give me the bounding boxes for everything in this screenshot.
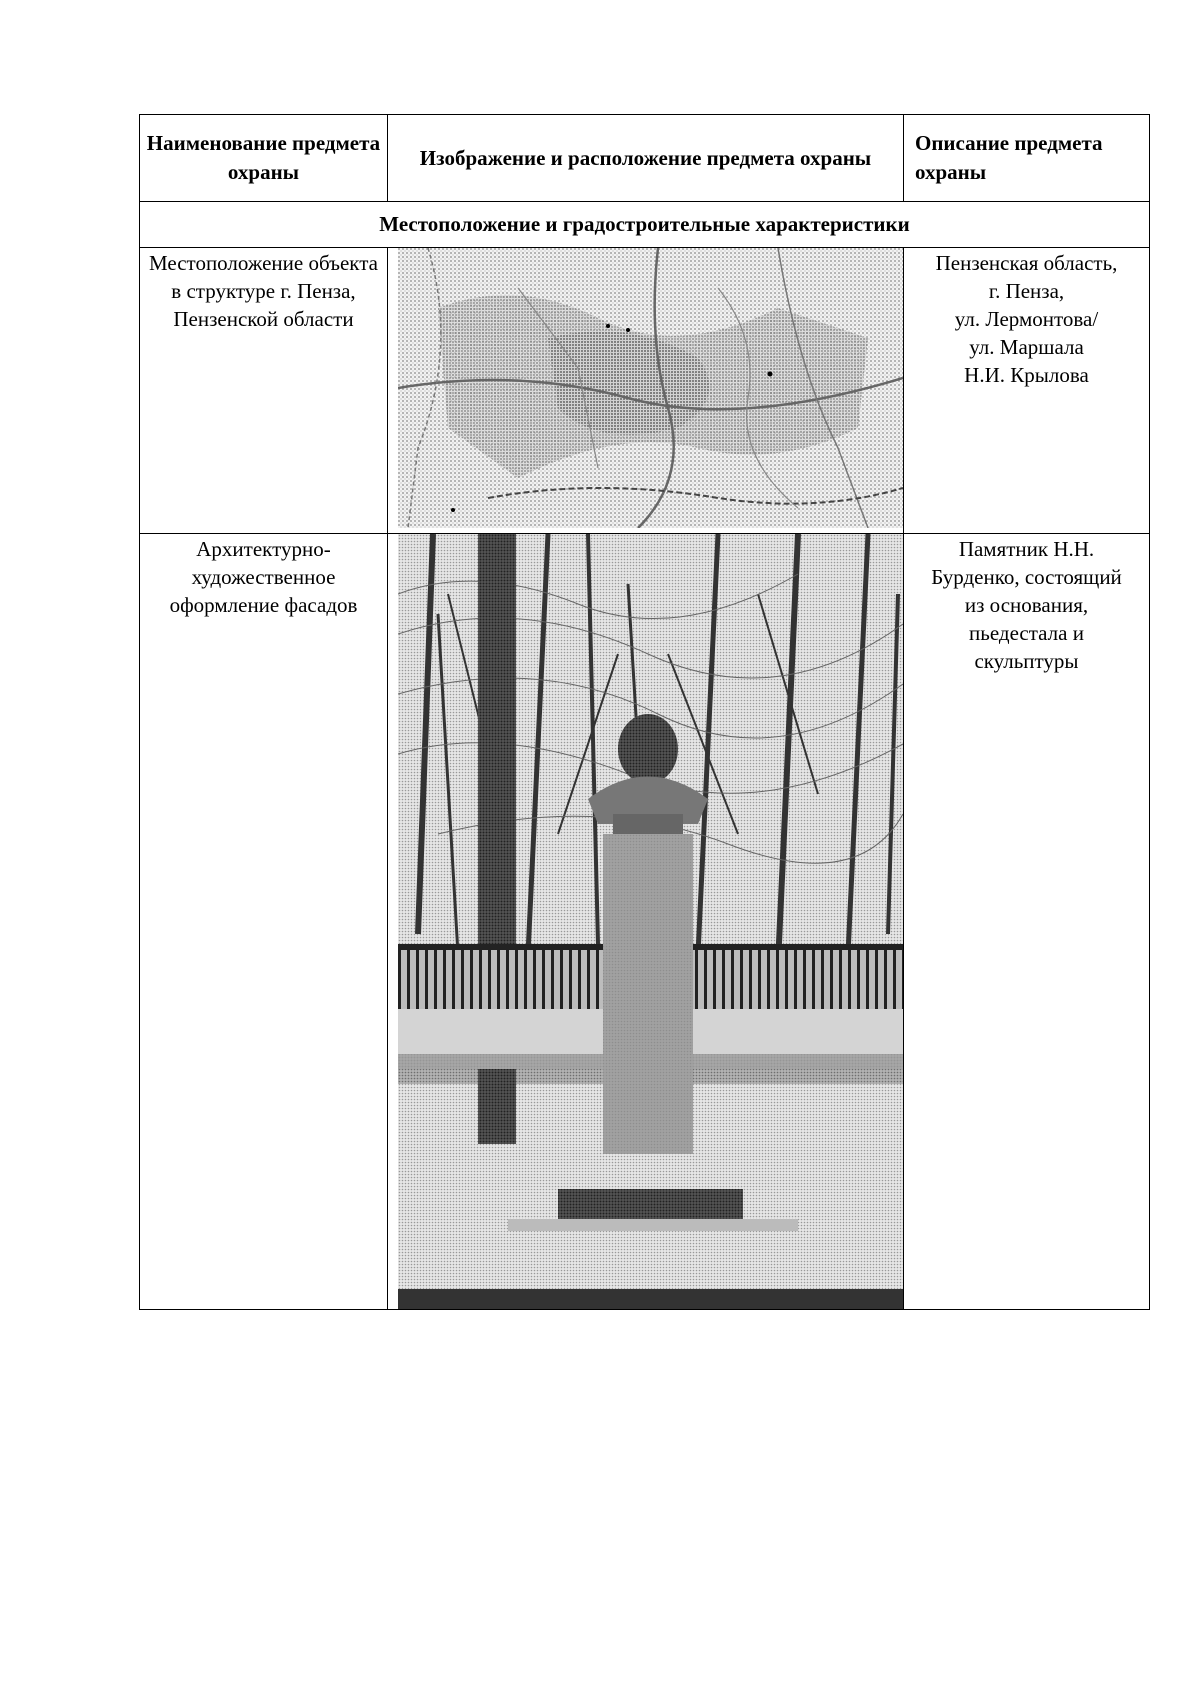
- section-title: Местоположение и градостроительные характеристики: [140, 202, 1150, 248]
- row-subject-name: Архитектурно-художественное оформление фасадов: [169, 537, 358, 617]
- description-line: Памятник Н.Н.: [958, 537, 1095, 561]
- description-line: из основания,: [964, 593, 1089, 617]
- row-image-cell: [388, 534, 904, 1310]
- row-description-cell: [904, 534, 1150, 1310]
- city-map-image: [398, 248, 903, 528]
- table-row: [140, 534, 1150, 1310]
- row-subject-name-cell: [140, 248, 388, 534]
- monument-photo-drawing: [398, 534, 903, 1309]
- row-subject-name-cell: [140, 534, 388, 1310]
- description-line: пьедестала и: [969, 621, 1084, 645]
- monument-photo-image: [398, 534, 903, 1309]
- description-line: ул. Маршала: [969, 335, 1084, 359]
- row-subject-name: Местоположение объекта в структуре г. Пенза, Пензенской области: [148, 251, 378, 331]
- header-subject-name: Наименование предмета охраны: [140, 115, 388, 202]
- table-header-row: [140, 115, 1150, 202]
- description-line: Н.И. Крылова: [964, 363, 1089, 387]
- row-description: [904, 248, 1149, 389]
- section-row: [140, 202, 1150, 248]
- row-image-cell: [388, 248, 904, 534]
- city-map-drawing: [398, 248, 903, 528]
- row-description: [904, 534, 1149, 675]
- header-image-location: Изображение и расположение предмета охраны: [388, 115, 904, 202]
- protection-subjects-table: [139, 114, 1150, 1310]
- description-line: Бурденко, состоящий: [931, 565, 1122, 589]
- description-line: г. Пенза,: [988, 279, 1065, 303]
- header-description: Описание предмета охраны: [904, 115, 1150, 202]
- description-line: скульптуры: [974, 649, 1079, 673]
- description-line: ул. Лермонтова/: [954, 307, 1099, 331]
- row-description-cell: [904, 248, 1150, 534]
- table-row: [140, 248, 1150, 534]
- description-line: Пензенская область,: [935, 251, 1118, 275]
